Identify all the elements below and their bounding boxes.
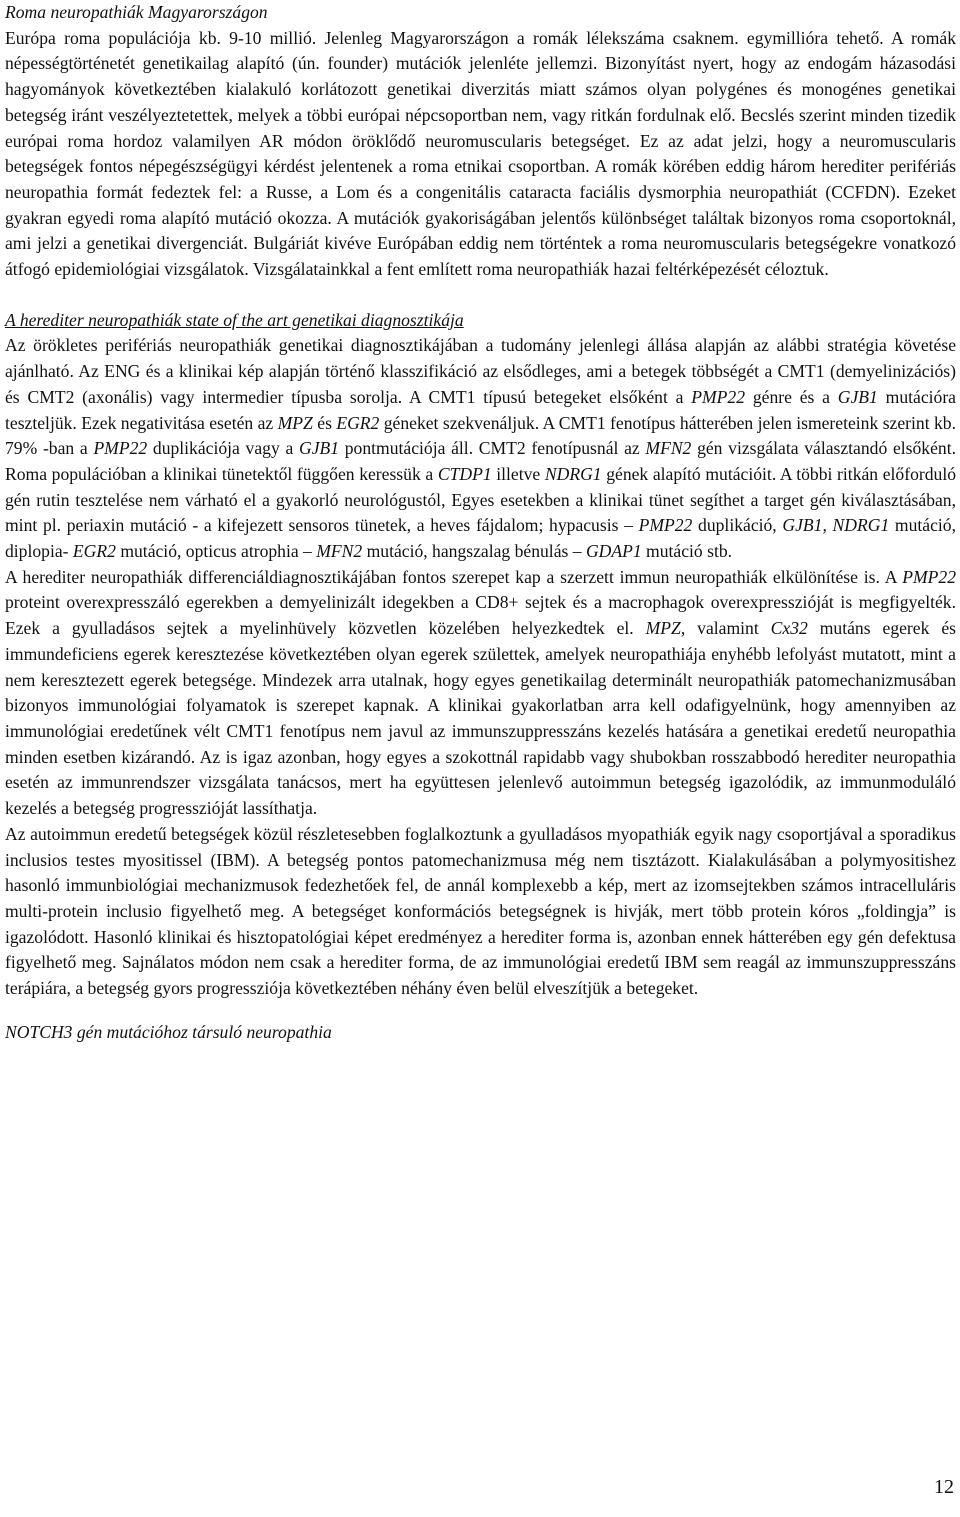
text-run: A herediter neuropathiák differenciáldiagnosztikájában fontos szerepet kap a szerzett immun neuropathiák elkülönítése is. A — [5, 566, 903, 587]
gene-name: GDAP1 — [585, 541, 642, 562]
gene-name: EGR2 — [336, 412, 380, 433]
page-number: 12 — [934, 1476, 954, 1498]
text-run: mutáció, opticus atrophia – — [115, 541, 317, 562]
text-run: proteint overexpresszáló egerekben a demyelinizált idegekben a CD8+ sejtek és a macrophagok overexpresszióját is megfigyelték. Ezek a gyulladásos sejtek a myelinhüvely közvetlen közelében helyezkedtek el. — [5, 592, 956, 639]
text-run: géneket szekvenáljuk. A CMT1 fenotípus hátterében jelen ismereteink szerint kb. 79% -ban a — [5, 412, 956, 459]
gene-name: PMP22 — [93, 438, 148, 459]
gene-name: NDRG1 — [544, 463, 602, 484]
text-run: Az örökletes perifériás neuropathiák genetikai diagnosztikájában a tudomány jelenlegi állása alapján az alábbi stratégia követése ajánlható. Az ENG és a klinikai kép alapján történő klasszifikáció az elsődleges, ami a betegek többségét a CMT1 (demyelinizációs) és CMT2 (axonális) vagy intermedier típusba sorolja. A CMT1 típusú betegeket elsőként a — [5, 335, 956, 407]
text-run: mutáció, hangszalag bénulás – — [362, 541, 586, 562]
gene-name: PMP22 — [691, 386, 746, 407]
text-run: mutáció, diplopia- — [5, 515, 957, 562]
text-run: pontmutációja áll. CMT2 fenotípusnál az — [339, 438, 646, 459]
gene-name: PMP22 — [638, 515, 693, 536]
gene-name: EGR2 — [72, 541, 116, 562]
text-run: mutációra teszteljük. Ezek negativitása esetén az — [5, 386, 956, 433]
gene-name: MPZ — [277, 412, 313, 433]
section-title-roma: Roma neuropathiák Magyarországon — [5, 2, 268, 22]
gene-name: Cx32 — [770, 618, 808, 639]
paragraph-ibm — [5, 822, 956, 1002]
gene-name: PMP22 — [902, 566, 956, 587]
text-run: és — [312, 412, 337, 433]
gene-name: MFN2 — [316, 541, 363, 562]
gene-name: GJB1 — [837, 386, 878, 407]
text-run: Európa roma populációja kb. 9-10 millió. Jelenleg Magyarországon a romák lélekszáma csaknem. egymillióra tehető. A romák népességtörténetét genetikailag alapító (ún. founder) mutációk jelenléte jellemzi. Bizonyítást nyert, hogy az endogám házasodási hagyományok következtében kialakuló korlátozott genetikai diverzitás miatt számos olyan polygénes és monogénes genetikai betegség iránt veszélyeztetettek, melyek a többi európai népcsoportban nem, vagy ritkán fordulnak elő. Becslés szerint minden tizedik európai roma hordoz valamilyen AR módon öröklődő neuromuscularis betegséget. Ez az adat jelzi, hogy a neuromuscularis betegségek fontos népegészségügyi kérdést jelentenek a roma etnikai csoportban. A romák körében eddig három herediter perifériás neuropathia formát fedeztek fel: a Russe, a Lom és a congenitális cataracta faciális dysmorphia neuropathiát (CCFDN). Ezeket gyakran egyedi roma alapító mutáció okozza. A mutációk gyakoriságában jelentős különbséget találtak bizonyos roma csoportoknál, ami jelzi a genetikai divergenciát. Bulgáriát kivéve Európában eddig nem történtek a roma neuromuscularis betegségekre vonatkozó átfogó epidemiológiai vizsgálatok. Vizsgálatainkkal a fent említett roma neuropathiák hazai feltérképezését céloztuk. — [5, 27, 956, 280]
paragraph-roma — [5, 26, 956, 283]
text-run: duplikáció, — [692, 515, 783, 536]
text-run: mutáció stb. — [641, 541, 733, 562]
paragraph-diagnostics-strategy — [5, 333, 956, 564]
text-run: mutáns egerek és immundeficiens egerek keresztezése következtében olyan egerek születtek, amelyek neuropathiája enyhébb lefolyást mutatott, mint a nem keresztezett egerek betegsége. Mindezek arra utalnak, hogy egyes genetikailag determinált neuropathiák patomechanizmusában bizonyos immunológiai folyamatok is szerepet kapnak. A klinikai gyakorlatban arra kell odafigyelnünk, hogy amennyiben az immunológiai eredetűnek vélt CMT1 fenotípus nem javul az immunszuppresszáns kezelés hatására a genetikai eredetű neuropathia minden esetben kizárandó. Az is igaz azonban, hogy egyes a szokottnál rapidabb vagy shubokban rosszabbodó herediter neuropathia esetén az immunrendszer vizsgálata tanácsos, mert ha együttesen jelenlevő autoimmun betegség igazolódik, az immunmoduláló kezelés a betegség progresszióját lassíthatja. — [5, 618, 956, 819]
text-run: duplikációja vagy a — [147, 438, 299, 459]
section-title-notch3: NOTCH3 gén mutációhoz társuló neuropathia — [5, 1021, 332, 1042]
gene-name: MPZ — [645, 618, 681, 639]
gene-name: CTDP1 — [437, 463, 492, 484]
document-page — [5, 0, 956, 1045]
paragraph-differential-diagnosis — [5, 565, 956, 822]
text-run: gének alapító mutációit. A többi ritkán előforduló gén rutin tesztelése nem várható el a gyakorló neurológustól, Egyes esetekben a klinikai tünet segíthet a target gén kiválasztásában, mint pl. periaxin mutáció - a kifejezett sensoros tünetek, a heves fájdalom; hypacusis – — [5, 463, 957, 536]
gene-name: GJB1 — [298, 438, 340, 459]
text-run: Az autoimmun eredetű betegségek közül részletesebben foglalkoztunk a gyulladásos myopathiák egyik nagy csoportjával a sporadikus inclusios testes myositissel (IBM). A betegség pontos patomechanizmusa még nem tisztázott. Kialakulásában a polymyositishez hasonló immunbiológiai mechanizmusok fedezhetőek fel, de annál komplexebb a kép, mert az izomsejtekben számos intracelluláris multi-protein inclusio figyelhető meg. A betegséget konformációs betegségnek is hivják, mert több protein kóros „foldingja” is igazolódott. Hasonló klinikai és hisztopatológiai képet eredményez a herediter forma is, azonban ennek hátterében egy gén defektusa figyelhető meg. Sajnálatos módon nem csak a herediter forma, de az immunológiai eredetű IBM sem reagál az immunszuppresszáns terápiára, a betegség gyors progressziója következtében néhány éven belül elveszítjük a betegeket. — [5, 823, 956, 999]
gene-name: GJB1, NDRG1 — [782, 515, 890, 536]
gene-name: MFN2 — [645, 438, 692, 459]
section-title-genetic-diagnostics: A herediter neuropathiák state of the art genetikai diagnosztikája — [5, 309, 464, 330]
text-run: illetve — [491, 463, 545, 484]
text-run: , valamint — [680, 618, 771, 639]
text-run: génre és a — [745, 386, 838, 407]
text-run: gén vizsgálata választandó elsőként. Roma populációban a klinikai tünetektől függően keressük a — [5, 438, 956, 484]
